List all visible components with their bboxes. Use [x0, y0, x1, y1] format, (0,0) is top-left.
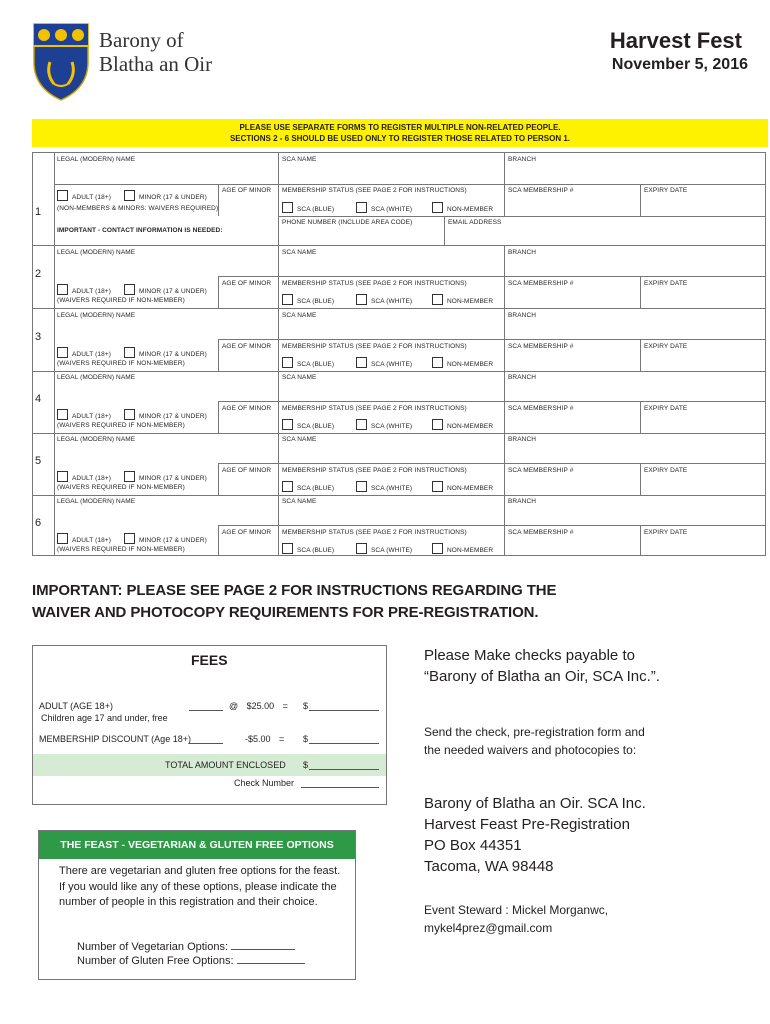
- sca-blue-option[interactable]: [282, 202, 334, 213]
- sca-blue-checkbox[interactable]: [282, 294, 293, 305]
- sca-membership-field[interactable]: SCA MEMBERSHIP #: [508, 187, 574, 194]
- minor-option[interactable]: [124, 347, 207, 358]
- waiver-note: (NON-MEMBERS & MINORS: WAIVERS REQUIRED): [57, 205, 219, 212]
- adult-dollar: $: [303, 701, 309, 711]
- non-member-option[interactable]: [432, 419, 493, 430]
- fees-title: FEES: [191, 652, 228, 668]
- org-name: [99, 28, 212, 76]
- adult-checkbox[interactable]: [57, 347, 68, 358]
- non-member-label: NON-MEMBER: [447, 423, 494, 430]
- non-member-checkbox[interactable]: [432, 202, 443, 213]
- minor-checkbox[interactable]: [124, 347, 135, 358]
- non-member-checkbox[interactable]: [432, 294, 443, 305]
- check-number-field[interactable]: [301, 787, 379, 788]
- age-of-minor-field[interactable]: AGE OF MINOR: [222, 467, 272, 474]
- membership-status-label: MEMBERSHIP STATUS (SEE PAGE 2 FOR INSTRUCTIONS): [282, 467, 467, 474]
- sca-blue-checkbox[interactable]: [282, 543, 293, 554]
- sca-white-option[interactable]: [356, 294, 412, 305]
- row-number: 3: [35, 331, 42, 343]
- waiver-note: (WAIVERS REQUIRED IF NON-MEMBER): [57, 297, 185, 304]
- sca-white-label: SCA (WHITE): [371, 423, 413, 430]
- branch-field[interactable]: BRANCH: [508, 436, 537, 443]
- adult-option[interactable]: [57, 347, 111, 358]
- non-member-label: NON-MEMBER: [447, 206, 494, 213]
- membership-status-label: MEMBERSHIP STATUS (SEE PAGE 2 FOR INSTRUCTIONS): [282, 343, 467, 350]
- sca-white-label: SCA (WHITE): [371, 206, 413, 213]
- non-member-label: NON-MEMBER: [447, 361, 494, 368]
- adult-qty-field[interactable]: [189, 710, 223, 711]
- total-row: [33, 754, 386, 776]
- adult-checkbox[interactable]: [57, 190, 68, 201]
- steward-line: Event Steward : Mickel Morganwc,: [424, 903, 609, 917]
- sca-white-checkbox[interactable]: [356, 419, 367, 430]
- sca-membership-field[interactable]: SCA MEMBERSHIP #: [508, 405, 574, 412]
- waiver-note: (WAIVERS REQUIRED IF NON-MEMBER): [57, 484, 185, 491]
- sca-name-field[interactable]: SCA NAME: [282, 156, 317, 163]
- membership-status-label: MEMBERSHIP STATUS (SEE PAGE 2 FOR INSTRUCTIONS): [282, 529, 467, 536]
- notice-line2: SECTIONS 2 - 6 SHOULD BE USED ONLY TO REGISTER THOSE RELATED TO PERSON 1.: [229, 134, 571, 143]
- sca-membership-field[interactable]: SCA MEMBERSHIP #: [508, 467, 574, 474]
- feast-box: [38, 830, 356, 980]
- expiry-date-field[interactable]: EXPIRY DATE: [644, 405, 688, 412]
- adult-label: ADULT (18+): [72, 288, 111, 295]
- adult-label: ADULT (18+): [72, 537, 111, 544]
- payment-info: [424, 645, 754, 937]
- sca-blue-checkbox[interactable]: [282, 419, 293, 430]
- branch-field[interactable]: BRANCH: [508, 312, 537, 319]
- sca-white-option[interactable]: [356, 419, 412, 430]
- row-number: 5: [35, 455, 42, 467]
- legal-name-field[interactable]: LEGAL (MODERN) NAME: [57, 498, 136, 505]
- minor-label: MINOR (17 & UNDER): [139, 413, 207, 420]
- adult-checkbox[interactable]: [57, 409, 68, 420]
- branch-field[interactable]: BRANCH: [508, 249, 537, 256]
- age-of-minor-field[interactable]: AGE OF MINOR: [222, 343, 272, 350]
- sca-blue-option[interactable]: [282, 419, 334, 430]
- minor-label: MINOR (17 & UNDER): [139, 475, 207, 482]
- sca-white-label: SCA (WHITE): [371, 547, 413, 554]
- address-line2: Harvest Feast Pre-Registration: [424, 816, 630, 833]
- sca-white-checkbox[interactable]: [356, 357, 367, 368]
- minor-checkbox[interactable]: [124, 409, 135, 420]
- check-number-label: Check Number: [234, 778, 295, 788]
- expiry-date-field[interactable]: EXPIRY DATE: [644, 529, 688, 536]
- minor-label: MINOR (17 & UNDER): [139, 537, 207, 544]
- adult-checkbox[interactable]: [57, 471, 68, 482]
- important-line2: WAIVER AND PHOTOCOPY REQUIREMENTS FOR PRE-REGISTRATION.: [32, 604, 539, 621]
- address-line3: PO Box 44351: [424, 837, 522, 854]
- membership-status-label: MEMBERSHIP STATUS (SEE PAGE 2 FOR INSTRUCTIONS): [282, 280, 467, 287]
- non-member-label: NON-MEMBER: [447, 298, 494, 305]
- non-member-label: NON-MEMBER: [447, 547, 494, 554]
- row-number: 6: [35, 517, 42, 529]
- adult-option[interactable]: [57, 190, 111, 201]
- veg-label: Number of Vegetarian Options:: [77, 941, 229, 953]
- sca-name-field[interactable]: SCA NAME: [282, 312, 317, 319]
- sca-white-option[interactable]: [356, 481, 412, 492]
- send-line2: the needed waivers and photocopies to:: [424, 743, 637, 757]
- legal-name-field[interactable]: LEGAL (MODERN) NAME: [57, 436, 136, 443]
- sca-name-field[interactable]: SCA NAME: [282, 374, 317, 381]
- adult-total-field[interactable]: [309, 710, 379, 711]
- sca-white-checkbox[interactable]: [356, 543, 367, 554]
- email-field[interactable]: EMAIL ADDRESS: [448, 219, 502, 226]
- minor-option[interactable]: [124, 471, 207, 482]
- expiry-date-field[interactable]: EXPIRY DATE: [644, 187, 688, 194]
- sca-membership-field[interactable]: SCA MEMBERSHIP #: [508, 280, 574, 287]
- event-title: Harvest Fest: [609, 28, 742, 53]
- discount-total-field[interactable]: [309, 743, 379, 744]
- sca-white-checkbox[interactable]: [356, 481, 367, 492]
- branch-field[interactable]: BRANCH: [508, 156, 537, 163]
- sca-white-option[interactable]: [356, 202, 412, 213]
- non-member-checkbox[interactable]: [432, 481, 443, 492]
- minor-label: MINOR (17 & UNDER): [139, 351, 207, 358]
- sca-blue-option[interactable]: [282, 294, 334, 305]
- adult-fee-label: ADULT (AGE 18+): [39, 701, 113, 711]
- minor-checkbox[interactable]: [124, 533, 135, 544]
- legal-name-field[interactable]: LEGAL (MODERN) NAME: [57, 374, 136, 381]
- org-name-line1: Barony of: [99, 28, 184, 52]
- adult-option[interactable]: [57, 533, 111, 544]
- non-member-checkbox[interactable]: [432, 357, 443, 368]
- sca-blue-option[interactable]: [282, 543, 334, 554]
- sca-white-label: SCA (WHITE): [371, 361, 413, 368]
- discount-price: -$5.00 =: [245, 734, 285, 744]
- discount-dollar: $: [303, 734, 309, 744]
- feast-title: THE FEAST - VEGETARIAN & GLUTEN FREE OPTIONS: [39, 831, 355, 859]
- total-amount-field[interactable]: [309, 769, 379, 770]
- send-line1: Send the check, pre-registration form and: [424, 725, 645, 739]
- sca-white-option[interactable]: [356, 357, 412, 368]
- notice-banner: [32, 119, 768, 147]
- sca-blue-label: SCA (BLUE): [297, 361, 335, 368]
- fees-box: [32, 645, 387, 805]
- sca-blue-option[interactable]: [282, 357, 334, 368]
- non-member-label: NON-MEMBER: [447, 485, 494, 492]
- row-number: 1: [35, 206, 42, 218]
- gf-label: Number of Gluten Free Options:: [77, 955, 234, 967]
- feast-body: There are vegetarian and gluten free options for the feast. If you would like any of these options, please indicate the number of people in this registration and their choice.: [59, 865, 341, 908]
- payable-line1: Please Make checks payable to: [424, 647, 635, 664]
- sca-blue-label: SCA (BLUE): [297, 298, 335, 305]
- sca-blue-checkbox[interactable]: [282, 202, 293, 213]
- minor-label: MINOR (17 & UNDER): [139, 194, 207, 201]
- age-of-minor-field[interactable]: AGE OF MINOR: [222, 187, 272, 194]
- sca-blue-label: SCA (BLUE): [297, 485, 335, 492]
- sca-blue-label: SCA (BLUE): [297, 547, 335, 554]
- sca-blue-checkbox[interactable]: [282, 357, 293, 368]
- sca-name-field[interactable]: SCA NAME: [282, 249, 317, 256]
- minor-label: MINOR (17 & UNDER): [139, 288, 207, 295]
- payable-line2: “Barony of Blatha an Oir, SCA Inc.”.: [424, 668, 660, 685]
- contact-notice: IMPORTANT - CONTACT INFORMATION IS NEEDED:: [57, 227, 223, 234]
- steward-email[interactable]: mykel4prez@gmail.com: [424, 921, 553, 935]
- sca-membership-field[interactable]: SCA MEMBERSHIP #: [508, 343, 574, 350]
- waiver-note: (WAIVERS REQUIRED IF NON-MEMBER): [57, 546, 185, 553]
- non-member-option[interactable]: [432, 481, 493, 492]
- expiry-date-field[interactable]: EXPIRY DATE: [644, 343, 688, 350]
- non-member-checkbox[interactable]: [432, 543, 443, 554]
- total-dollar: $: [303, 760, 309, 770]
- minor-checkbox[interactable]: [124, 284, 135, 295]
- adult-option[interactable]: [57, 284, 111, 295]
- age-of-minor-field[interactable]: AGE OF MINOR: [222, 529, 272, 536]
- row-number: 2: [35, 268, 42, 280]
- non-member-checkbox[interactable]: [432, 419, 443, 430]
- minor-option[interactable]: [124, 533, 207, 544]
- gf-count-field[interactable]: [237, 953, 305, 964]
- sca-blue-label: SCA (BLUE): [297, 423, 335, 430]
- sca-white-checkbox[interactable]: [356, 202, 367, 213]
- event-date: November 5, 2016: [611, 56, 748, 73]
- notice-line1: PLEASE USE SEPARATE FORMS TO REGISTER MULTIPLE NON-RELATED PEOPLE.: [239, 123, 561, 132]
- membership-status-label: MEMBERSHIP STATUS (SEE PAGE 2 FOR INSTRUCTIONS): [282, 187, 467, 194]
- minor-checkbox[interactable]: [124, 471, 135, 482]
- legal-name-field[interactable]: LEGAL (MODERN) NAME: [57, 312, 136, 319]
- sca-white-option[interactable]: [356, 543, 412, 554]
- sca-name-field[interactable]: SCA NAME: [282, 498, 317, 505]
- sca-white-checkbox[interactable]: [356, 294, 367, 305]
- sca-membership-field[interactable]: SCA MEMBERSHIP #: [508, 529, 574, 536]
- address-line1: Barony of Blatha an Oir. SCA Inc.: [424, 795, 646, 812]
- minor-option[interactable]: [124, 190, 207, 201]
- total-label: TOTAL AMOUNT ENCLOSED: [165, 760, 286, 770]
- non-member-option[interactable]: [432, 294, 493, 305]
- adult-checkbox[interactable]: [57, 284, 68, 295]
- discount-qty-field[interactable]: [189, 743, 223, 744]
- sca-white-label: SCA (WHITE): [371, 298, 413, 305]
- membership-status-label: MEMBERSHIP STATUS (SEE PAGE 2 FOR INSTRUCTIONS): [282, 405, 467, 412]
- barony-logo: [32, 22, 90, 102]
- legal-name-field[interactable]: LEGAL (MODERN) NAME: [57, 156, 136, 163]
- discount-label: MEMBERSHIP DISCOUNT (Age 18+): [39, 734, 191, 744]
- adult-checkbox[interactable]: [57, 533, 68, 544]
- phone-field[interactable]: PHONE NUMBER (INCLUDE AREA CODE): [282, 219, 413, 226]
- age-of-minor-field[interactable]: AGE OF MINOR: [222, 405, 272, 412]
- adult-option[interactable]: [57, 409, 111, 420]
- adult-label: ADULT (18+): [72, 351, 111, 358]
- adult-label: ADULT (18+): [72, 413, 111, 420]
- address-line4: Tacoma, WA 98448: [424, 858, 554, 875]
- adult-option[interactable]: [57, 471, 111, 482]
- non-member-option[interactable]: [432, 202, 493, 213]
- adult-price: @ $25.00 =: [229, 701, 288, 711]
- gf-option: [77, 953, 305, 967]
- adult-label: ADULT (18+): [72, 194, 111, 201]
- minor-checkbox[interactable]: [124, 190, 135, 201]
- sca-blue-option[interactable]: [282, 481, 334, 492]
- expiry-date-field[interactable]: EXPIRY DATE: [644, 280, 688, 287]
- sca-blue-label: SCA (BLUE): [297, 206, 335, 213]
- adult-label: ADULT (18+): [72, 475, 111, 482]
- important-line1: IMPORTANT: PLEASE SEE PAGE 2 FOR INSTRUCTIONS REGARDING THE: [32, 582, 557, 599]
- org-name-line2: Blatha an Oir: [99, 52, 213, 76]
- minor-option[interactable]: [124, 409, 207, 420]
- waiver-note: (WAIVERS REQUIRED IF NON-MEMBER): [57, 360, 185, 367]
- mailing-address: [424, 793, 754, 877]
- sca-white-label: SCA (WHITE): [371, 485, 413, 492]
- branch-field[interactable]: BRANCH: [508, 374, 537, 381]
- veg-count-field[interactable]: [231, 939, 295, 950]
- row-number: 4: [35, 393, 42, 405]
- non-member-option[interactable]: [432, 543, 493, 554]
- legal-name-field[interactable]: LEGAL (MODERN) NAME: [57, 249, 136, 256]
- expiry-date-field[interactable]: EXPIRY DATE: [644, 467, 688, 474]
- branch-field[interactable]: BRANCH: [508, 498, 537, 505]
- waiver-note: (WAIVERS REQUIRED IF NON-MEMBER): [57, 422, 185, 429]
- veg-option: [77, 939, 295, 953]
- sca-name-field[interactable]: SCA NAME: [282, 436, 317, 443]
- age-of-minor-field[interactable]: AGE OF MINOR: [222, 280, 272, 287]
- important-heading: [32, 580, 556, 624]
- children-note: Children age 17 and under, free: [41, 713, 168, 723]
- non-member-option[interactable]: [432, 357, 493, 368]
- minor-option[interactable]: [124, 284, 207, 295]
- sca-blue-checkbox[interactable]: [282, 481, 293, 492]
